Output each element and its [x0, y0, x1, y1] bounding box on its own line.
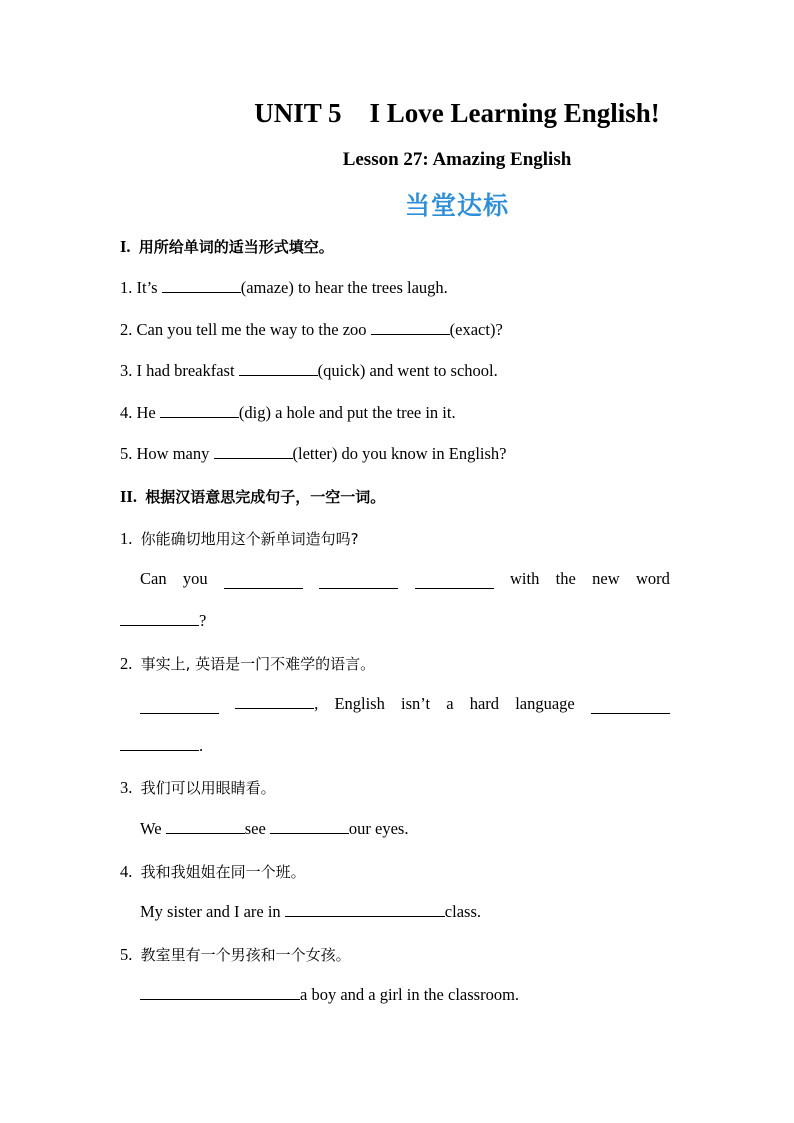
- answer-blank[interactable]: [214, 444, 293, 459]
- answer-blank[interactable]: [319, 574, 398, 589]
- answer-blank[interactable]: [120, 611, 199, 626]
- s1-item-4: 4. He (dig) a hole and put the tree in it.: [120, 403, 456, 422]
- answer-blank[interactable]: [371, 320, 450, 335]
- answer-blank[interactable]: [415, 574, 494, 589]
- s2-q5-sentence: a boy and a girl in the classroom.: [140, 985, 519, 1005]
- s1-item-2: 2. Can you tell me the way to the zoo (exact)?: [120, 320, 503, 339]
- answer-blank[interactable]: [166, 819, 245, 834]
- s2-q3-sentence: We see our eyes.: [140, 819, 409, 838]
- s2-q4-prompt: 4. 我和我姐姐在同一个班。: [120, 862, 306, 881]
- s2-q1-sentence: Can you with the new word: [140, 569, 670, 588]
- s2-q4-sentence: My sister and I are in class.: [140, 902, 481, 921]
- answer-blank[interactable]: [591, 699, 670, 714]
- answer-blank[interactable]: [235, 694, 314, 709]
- s1-item-5: 5. How many (letter) do you know in English?: [120, 444, 507, 463]
- s2-q1-prompt: 1. 你能确切地用这个新单词造句吗?: [120, 529, 359, 548]
- answer-blank[interactable]: [270, 819, 349, 834]
- s2-q2-prompt: 2. 事实上, 英语是一门不难学的语言。: [120, 654, 376, 673]
- answer-blank[interactable]: [120, 736, 199, 751]
- s1-item-1: 1. It’s (amaze) to hear the trees laugh.: [120, 278, 448, 297]
- s2-q5-prompt: 5. 教室里有一个男孩和一个女孩。: [120, 945, 351, 964]
- answer-blank[interactable]: [162, 278, 241, 293]
- answer-blank[interactable]: [224, 574, 303, 589]
- unit-title: [120, 98, 794, 129]
- unit-number: UNIT 5: [254, 98, 342, 128]
- answer-blank[interactable]: [285, 902, 445, 917]
- s1-item-3: 3. I had breakfast (quick) and went to school.: [120, 361, 498, 380]
- section-banner: 当堂达标: [404, 191, 509, 220]
- answer-blank[interactable]: [140, 699, 219, 714]
- section-2-heading: II. 根据汉语意思完成句子，一空一词。: [120, 487, 386, 506]
- s2-q2-sentence: , English isn’t a hard language: [140, 694, 670, 714]
- lesson-title: Lesson 27: Amazing English: [342, 149, 572, 170]
- answer-blank[interactable]: [239, 361, 318, 376]
- answer-blank[interactable]: [160, 403, 239, 418]
- s2-q1-continuation: ?: [120, 611, 206, 631]
- answer-blank[interactable]: [140, 985, 300, 1000]
- s2-q2-continuation: .: [120, 736, 203, 756]
- s2-q3-prompt: 3. 我们可以用眼睛看。: [120, 778, 276, 797]
- unit-name: I Love Learning English!: [369, 98, 660, 128]
- section-1-heading: I. 用所给单词的适当形式填空。: [120, 237, 334, 256]
